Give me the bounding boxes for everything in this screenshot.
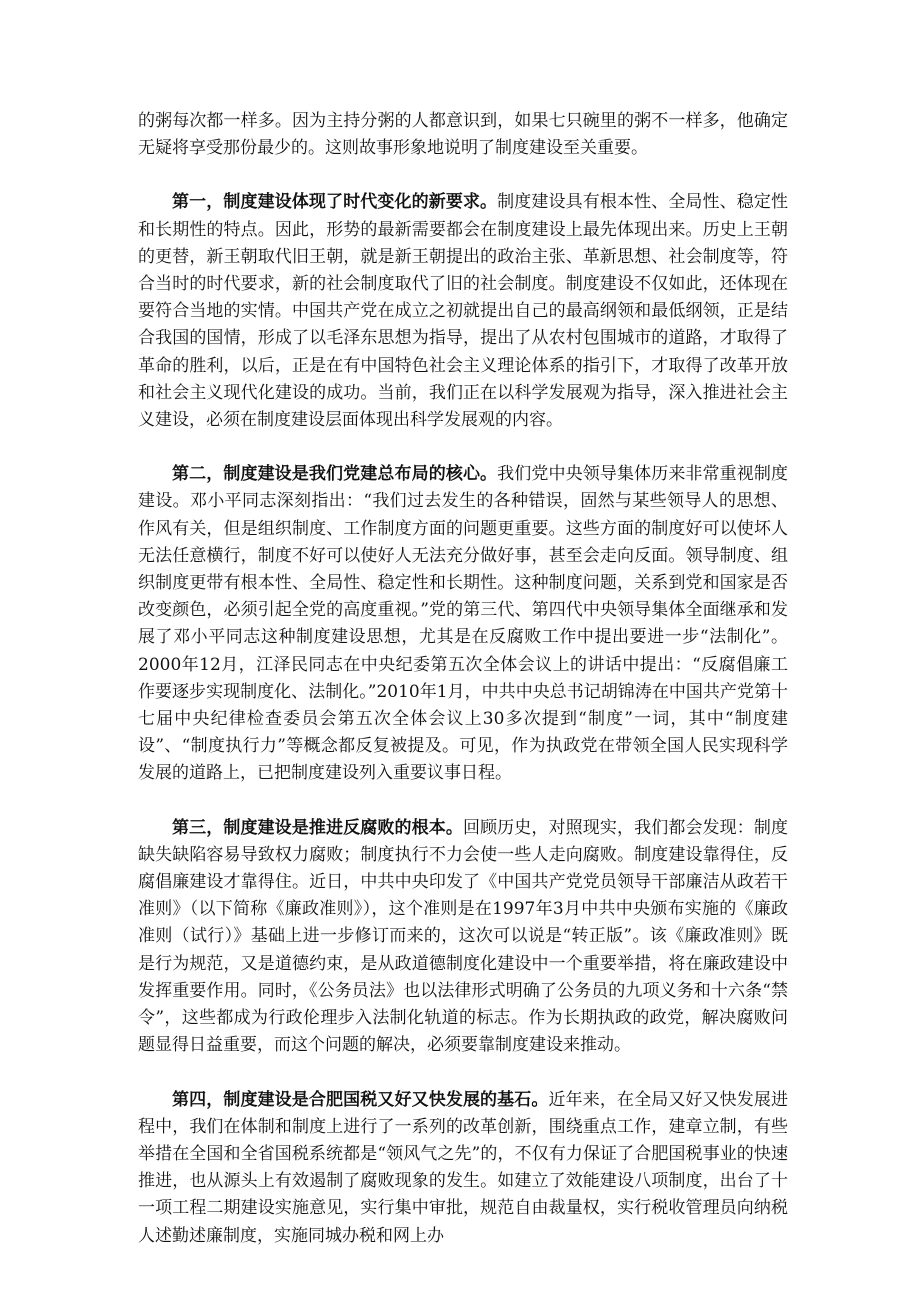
paragraph-intro — [138, 108, 788, 162]
paragraph-gap — [138, 1060, 788, 1087]
paragraph-fourth — [138, 1087, 788, 1250]
paragraph-third — [138, 815, 788, 1060]
paragraph-heading: 第四，制度建设是合肥国税又好又快发展的基石。 — [172, 1089, 549, 1110]
paragraph-heading: 第二，制度建设是我们党建总布局的核心。 — [172, 464, 498, 485]
paragraph-gap — [138, 162, 788, 189]
paragraph-text: 我们党中央领导集体历来非常重视制度建设。邓小平同志深刻指出：“我们过去发生的各种错误，固然与某些领导人的思想、作风有关，但是组织制度、工作制度方面的问题更重要。这些方面的制度好可以使坏人无法任意横行，制度不好可以使好人无法充分做好事，甚至会走向反面。领导制度、组织制度更带有根本性、全局性、稳定性和长期性。这种制度问题，关系到党和国家是否改变颜色，必须引起全党的高度重视。”党的第三代、第四代中央领导集体全面继承和发展了邓小平同志这种制度建设思想，尤其是在反腐败工作中提出要进一步“法制化”。2000年12月，江泽民同志在中央纪委第五次全体会议上的讲话中提出：“反腐倡廉工作要逐步实现制度化、法制化。”2010年1月，中共中央总书记胡锦涛在中国共产党第十七届中央纪律检查委员会第五次全体会议上30多次提到“制度”一词，其中“制度建设”、“制度执行力”等概念都反复被提及。可见，作为执政党在带领全国人民实现科学发展的道路上，已把制度建设列入重要议事日程。 — [138, 464, 788, 784]
paragraph-heading: 第一，制度建设体现了时代变化的新要求。 — [172, 192, 498, 213]
paragraph-gap — [138, 788, 788, 815]
paragraph-heading: 第三，制度建设是推进反腐败的根本。 — [172, 817, 463, 838]
paragraph-text: 回顾历史，对照现实，我们都会发现：制度缺失缺陷容易导致权力腐败；制度执行不力会使一些人走向腐败。制度建设靠得住，反腐倡廉建设才靠得住。近日，中共中央印发了《中国共产党党员领导干部廉洁从政若干准则》（以下简称《廉政准则》），这个准则是在1997年3月中共中央颁布实施的《廉政准则（试行）》基础上进一步修订而来的，这次可以说是“转正版”。该《廉政准则》既是行为规范，又是道德约束，是从政道德制度化建设中一个重要举措，将在廉政建设中发挥重要作用。同时，《公务员法》也以法律形式明确了公务员的九项义务和十六条“禁令”，这些都成为行政伦理步入法制化轨道的标志。作为长期执政的政党，解决腐败问题显得日益重要，而这个问题的解决，必须要靠制度建设来推动。 — [138, 817, 789, 1056]
paragraph-text: 近年来，在全局又好又快发展进程中，我们在体制和制度上进行了一系列的改革创新，围绕重点工作，建章立制，有些举措在全国和全省国税系统都是“领风气之先”的，不仅有力保证了合肥国税事业的快速推进，也从源头上有效遏制了腐败现象的发生。如建立了效能建设八项制度，出台了十一项工程二期建设实施意见，实行集中审批，规范自由裁量权，实行税收管理员向纳税人述勤述廉制度，实施同城办税和网上办 — [138, 1089, 789, 1246]
paragraph-second — [138, 461, 788, 787]
paragraph-text: 制度建设具有根本性、全局性、稳定性和长期性的特点。因此，形势的最新需要都会在制度建设上最先体现出来。历史上王朝的更替，新王朝取代旧王朝，就是新王朝提出的政治主张、革新思想、社会制度等，符合当时的时代要求，新的社会制度取代了旧的社会制度。制度建设不仅如此，还体现在要符合当地的实情。中国共产党在成立之初就提出自己的最高纲领和最低纲领，正是结合我国的国情，形成了以毛泽东思想为指导，提出了从农村包围城市的道路，才取得了革命的胜利，以后，正是在有中国特色社会主义理论体系的指引下，才取得了改革开放和社会主义现代化建设的成功。当前，我们正在以科学发展观为指导，深入推进社会主义建设，必须在制度建设层面体现出科学发展观的内容。 — [138, 192, 788, 431]
paragraph-first — [138, 189, 788, 434]
paragraph-text: 的粥每次都一样多。因为主持分粥的人都意识到，如果七只碗里的粥不一样多，他确定无疑将享受那份最少的。这则故事形象地说明了制度建设至关重要。 — [138, 111, 788, 159]
paragraph-gap — [138, 434, 788, 461]
